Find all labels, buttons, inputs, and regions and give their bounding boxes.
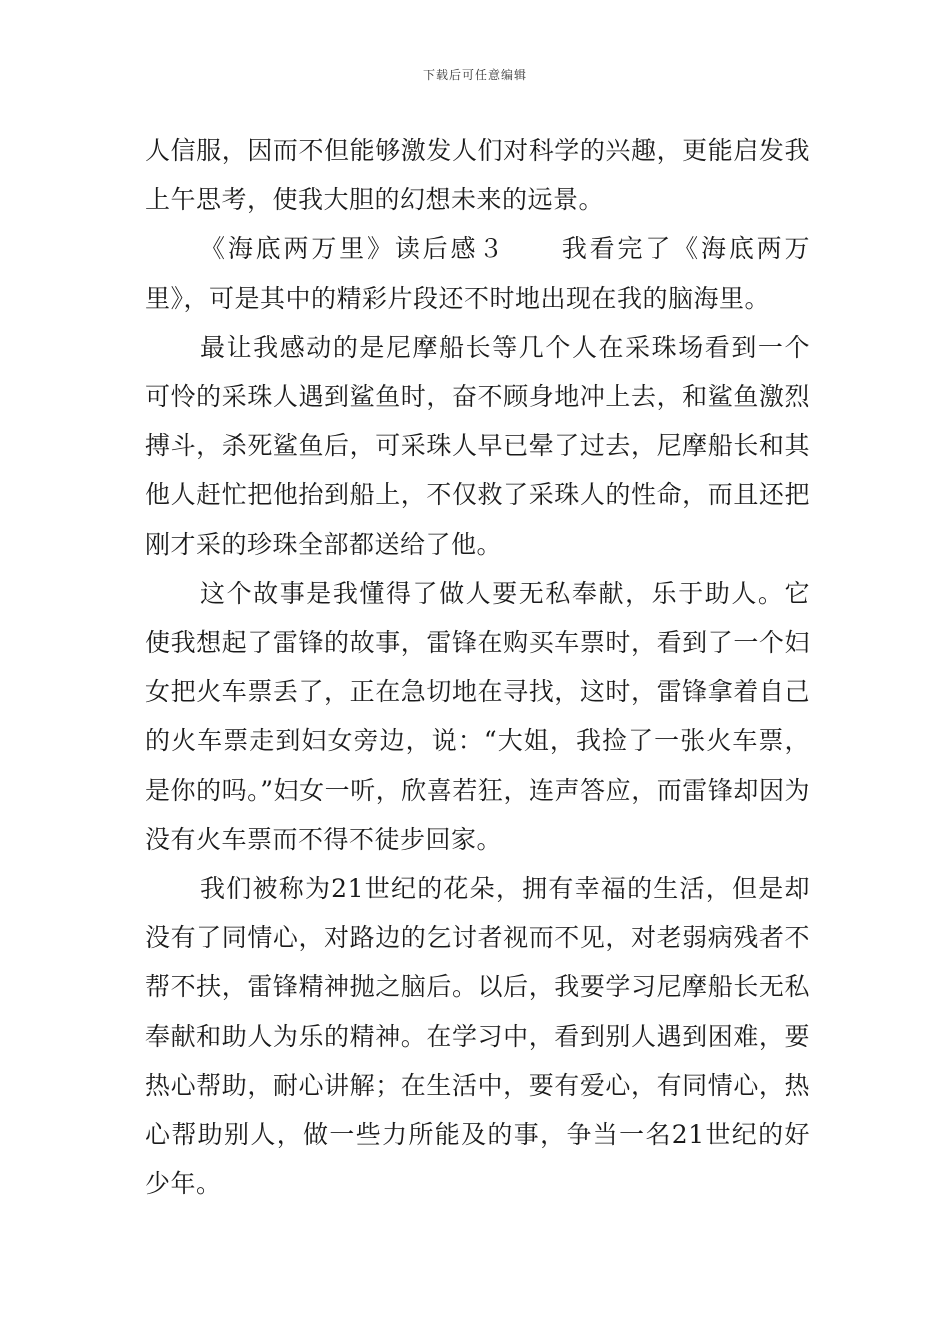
document-body [145,126,810,1208]
page-header: 下载后可任意编辑 [422,68,527,82]
paragraph-lei-feng-story: 这个故事是我懂得了做人要无私奉献，乐于助人。它使我想起了雷锋的故事，雷锋在购买车票时，看到了一个妇女把火车票丢了，正在急切地在寻找，这时，雷锋拿着自己的火车票走到妇女旁边，说：“大姐，我捡了一张火车票，是你的吗。”妇女一听，欣喜若狂，连声答应，而雷锋却因为没有火车票而不得不徒步回家。 [145,578,810,854]
paragraph-pearl-diver-story: 最让我感动的是尼摩船长等几个人在采珠场看到一个可怜的采珠人遇到鲨鱼时，奋不顾身地冲上去，和鲨鱼激烈搏斗，杀死鲨鱼后，可采珠人早已晕了过去，尼摩船长和其他人赶忙把他抬到船上，不仅救了采珠人的性命，而且还把刚才采的珍珠全部都送给了他。 [145,332,810,559]
paragraph-conclusion: 我们被称为21世纪的花朵，拥有幸福的生活，但是却没有了同情心，对路边的乞讨者视而不见，对老弱病残者不帮不扶，雷锋精神抛之脑后。以后，我要学习尼摩船长无私奉献和助人为乐的精神。在学习中，看到别人遇到困难，要热心帮助，耐心讲解；在生活中，要有爱心，有同情心，热心帮助别人，做一些力所能及的事，争当一名21世纪的好少年。 [145,874,810,1199]
paragraph-reading-note-title: 《海底两万里》读后感３ 我看完了《海底两万里》，可是其中的精彩片段还不时地出现在我的脑海里。 [145,234,810,313]
paragraph-continuation: 人信服，因而不但能够激发人们对科学的兴趣，更能启发我上午思考，使我大胆的幻想未来的远景。 [145,136,810,215]
